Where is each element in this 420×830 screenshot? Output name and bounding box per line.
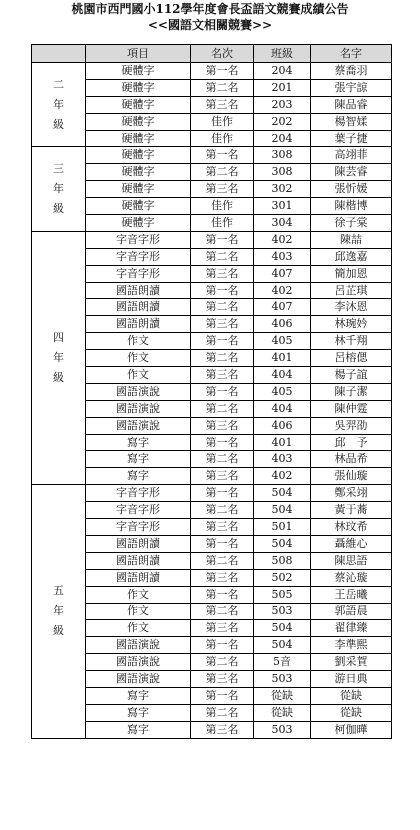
grade-label-char: 級: [53, 202, 64, 216]
table-row: [32, 687, 392, 704]
rank-cell: 佳作: [191, 215, 254, 232]
item-cell: 國語朗讀: [86, 552, 191, 569]
class-cell: 204: [254, 130, 311, 147]
results-announcement: [0, 2, 420, 830]
name-cell: 林千翔: [311, 333, 392, 350]
table-row: [32, 535, 392, 552]
name-cell: 林品希: [311, 451, 392, 468]
table-row: [32, 316, 392, 333]
item-cell: 寫字: [86, 687, 191, 704]
table-row: [32, 265, 392, 282]
rank-cell: 第一名: [191, 383, 254, 400]
rank-cell: 第二名: [191, 603, 254, 620]
table-row: [32, 485, 392, 502]
class-cell: 302: [254, 181, 311, 198]
item-cell: 作文: [86, 350, 191, 367]
table-row: [32, 603, 392, 620]
column-header-item: 項目: [86, 45, 191, 63]
name-cell: 李準熙: [311, 637, 392, 654]
class-cell: 403: [254, 451, 311, 468]
name-cell: 蔡喬羽: [311, 63, 392, 80]
rank-cell: 第二名: [191, 704, 254, 721]
rank-cell: 第二名: [191, 451, 254, 468]
rank-cell: 第三名: [191, 367, 254, 384]
class-cell: 407: [254, 265, 311, 282]
rank-cell: 第三名: [191, 721, 254, 738]
table-row: [32, 552, 392, 569]
class-cell: 503: [254, 671, 311, 688]
name-cell: 游日典: [311, 671, 392, 688]
results-table: [31, 44, 392, 739]
rank-cell: 第一名: [191, 535, 254, 552]
item-cell: 字音字形: [86, 502, 191, 519]
rank-cell: 第一名: [191, 687, 254, 704]
table-row: [32, 96, 392, 113]
class-cell: 406: [254, 417, 311, 434]
rank-cell: 第一名: [191, 333, 254, 350]
grade-label-char: 年: [53, 182, 64, 196]
class-cell: 501: [254, 519, 311, 536]
class-cell: 503: [254, 721, 311, 738]
table-row: [32, 299, 392, 316]
class-cell: 503: [254, 603, 311, 620]
class-cell: 502: [254, 569, 311, 586]
item-cell: 硬體字: [86, 79, 191, 96]
results-body: [32, 63, 392, 739]
item-cell: 作文: [86, 603, 191, 620]
class-cell: 301: [254, 198, 311, 215]
item-cell: 字音字形: [86, 265, 191, 282]
table-row: [32, 367, 392, 384]
item-cell: 寫字: [86, 721, 191, 738]
name-cell: 張仙璇: [311, 468, 392, 485]
item-cell: 寫字: [86, 468, 191, 485]
item-cell: 硬體字: [86, 198, 191, 215]
table-row: [32, 198, 392, 215]
table-row: [32, 282, 392, 299]
table-row: [32, 130, 392, 147]
rank-cell: 第三名: [191, 265, 254, 282]
page-title: 桃園市西門國小112學年度會長盃語文競賽成績公告: [71, 2, 349, 16]
item-cell: 國語朗讀: [86, 316, 191, 333]
grade-label: [32, 485, 86, 738]
name-cell: 葉子捷: [311, 130, 392, 147]
class-cell: 505: [254, 586, 311, 603]
item-cell: 字音字形: [86, 231, 191, 248]
class-cell: 402: [254, 468, 311, 485]
name-cell: 呂榕偲: [311, 350, 392, 367]
grade-label-char: 級: [53, 371, 64, 385]
table-row: [32, 721, 392, 738]
grade-label-char: 年: [53, 97, 64, 111]
rank-cell: 第三名: [191, 519, 254, 536]
class-cell: 405: [254, 383, 311, 400]
class-cell: 308: [254, 164, 311, 181]
grade-label-char: 級: [53, 117, 64, 131]
name-cell: 王岳曦: [311, 586, 392, 603]
table-row: [32, 451, 392, 468]
rank-cell: 第一名: [191, 637, 254, 654]
item-cell: 國語朗讀: [86, 535, 191, 552]
rank-cell: 第二名: [191, 299, 254, 316]
class-cell: 405: [254, 333, 311, 350]
name-cell: 李沐恩: [311, 299, 392, 316]
name-cell: 楊子誼: [311, 367, 392, 384]
class-cell: 504: [254, 502, 311, 519]
item-cell: 國語演說: [86, 671, 191, 688]
item-cell: 作文: [86, 367, 191, 384]
rank-cell: 第一名: [191, 63, 254, 80]
item-cell: 寫字: [86, 704, 191, 721]
column-header-rank: 名次: [191, 45, 254, 63]
grade-label-char: 年: [53, 604, 64, 618]
name-cell: 從缺: [311, 704, 392, 721]
name-cell: 陳子潔: [311, 383, 392, 400]
class-cell: 504: [254, 637, 311, 654]
class-cell: 406: [254, 316, 311, 333]
table-row: [32, 79, 392, 96]
class-cell: 202: [254, 113, 311, 130]
table-row: [32, 468, 392, 485]
class-cell: 404: [254, 400, 311, 417]
rank-cell: 第三名: [191, 316, 254, 333]
item-cell: 國語演說: [86, 417, 191, 434]
name-cell: 鄭采翊: [311, 485, 392, 502]
grade-label-char: 四: [53, 331, 64, 345]
table-row: [32, 519, 392, 536]
table-row: [32, 620, 392, 637]
table-row: [32, 113, 392, 130]
item-cell: 硬體字: [86, 164, 191, 181]
item-cell: 硬體字: [86, 130, 191, 147]
class-cell: 5音: [254, 654, 311, 671]
grade-label-char: 二: [53, 77, 64, 91]
item-cell: 硬體字: [86, 215, 191, 232]
rank-cell: 第一名: [191, 231, 254, 248]
item-cell: 硬體字: [86, 63, 191, 80]
rank-cell: 第二名: [191, 502, 254, 519]
name-cell: 簡加恩: [311, 265, 392, 282]
table-row: [32, 248, 392, 265]
class-cell: 308: [254, 147, 311, 164]
rank-cell: 第二名: [191, 248, 254, 265]
table-row: [32, 434, 392, 451]
name-cell: 聶維心: [311, 535, 392, 552]
table-header-row: [32, 45, 392, 63]
table-row: [32, 400, 392, 417]
column-header-class: 班級: [254, 45, 311, 63]
class-cell: 402: [254, 282, 311, 299]
rank-cell: 第三名: [191, 181, 254, 198]
rank-cell: 佳作: [191, 198, 254, 215]
item-cell: 字音字形: [86, 485, 191, 502]
rank-cell: 第二名: [191, 79, 254, 96]
table-row: [32, 704, 392, 721]
grade-label-char: 級: [53, 624, 64, 638]
table-row: [32, 417, 392, 434]
name-cell: 郭語晨: [311, 603, 392, 620]
item-cell: 作文: [86, 620, 191, 637]
class-cell: 201: [254, 79, 311, 96]
class-cell: 407: [254, 299, 311, 316]
name-cell: 翟律臻: [311, 620, 392, 637]
rank-cell: 第一名: [191, 282, 254, 299]
table-row: [32, 181, 392, 198]
name-cell: 林玟希: [311, 519, 392, 536]
grade-label: [32, 231, 86, 484]
table-row: [32, 671, 392, 688]
item-cell: 國語朗讀: [86, 282, 191, 299]
name-cell: 邱 予: [311, 434, 392, 451]
item-cell: 寫字: [86, 434, 191, 451]
name-cell: 從缺: [311, 687, 392, 704]
name-cell: 陳思語: [311, 552, 392, 569]
class-cell: 404: [254, 367, 311, 384]
name-cell: 陳芸睿: [311, 164, 392, 181]
table-row: [32, 569, 392, 586]
rank-cell: 第三名: [191, 417, 254, 434]
item-cell: 國語朗讀: [86, 299, 191, 316]
table-row: [32, 502, 392, 519]
page-subtitle: <<國語文相關競賽>>: [147, 18, 273, 32]
rank-cell: 第二名: [191, 164, 254, 181]
class-cell: 304: [254, 215, 311, 232]
rank-cell: 第二名: [191, 400, 254, 417]
name-cell: 張忻媛: [311, 181, 392, 198]
item-cell: 硬體字: [86, 181, 191, 198]
rank-cell: 第三名: [191, 620, 254, 637]
rank-cell: 第二名: [191, 654, 254, 671]
class-cell: 504: [254, 620, 311, 637]
name-cell: 林琬妗: [311, 316, 392, 333]
class-cell: 203: [254, 96, 311, 113]
name-cell: 高翊菲: [311, 147, 392, 164]
class-cell: 403: [254, 248, 311, 265]
grade-label: [32, 147, 86, 231]
name-cell: 呂芷琪: [311, 282, 392, 299]
class-cell: 508: [254, 552, 311, 569]
name-cell: 陳喆: [311, 231, 392, 248]
item-cell: 國語演說: [86, 637, 191, 654]
item-cell: 寫字: [86, 451, 191, 468]
item-cell: 國語朗讀: [86, 569, 191, 586]
table-row: [32, 147, 392, 164]
rank-cell: 第一名: [191, 586, 254, 603]
item-cell: 作文: [86, 333, 191, 350]
grade-label-char: 三: [53, 162, 64, 176]
rank-cell: 第一名: [191, 485, 254, 502]
name-cell: 黃于蕎: [311, 502, 392, 519]
table-row: [32, 63, 392, 80]
table-row: [32, 383, 392, 400]
table-row: [32, 654, 392, 671]
table-row: [32, 215, 392, 232]
rank-cell: 第三名: [191, 96, 254, 113]
name-cell: 徐子棠: [311, 215, 392, 232]
rank-cell: 第一名: [191, 147, 254, 164]
item-cell: 硬體字: [86, 147, 191, 164]
table-row: [32, 164, 392, 181]
class-cell: 504: [254, 535, 311, 552]
rank-cell: 佳作: [191, 113, 254, 130]
name-cell: 楊智媃: [311, 113, 392, 130]
name-cell: 陳楷博: [311, 198, 392, 215]
rank-cell: 第三名: [191, 569, 254, 586]
grade-label-char: 年: [53, 351, 64, 365]
column-header-grade: [32, 45, 86, 63]
item-cell: 作文: [86, 586, 191, 603]
item-cell: 國語演說: [86, 383, 191, 400]
item-cell: 國語演說: [86, 654, 191, 671]
name-cell: 邱逸嘉: [311, 248, 392, 265]
grade-label-char: 五: [53, 584, 64, 598]
rank-cell: 第一名: [191, 434, 254, 451]
table-row: [32, 231, 392, 248]
name-cell: 吳羿劭: [311, 417, 392, 434]
rank-cell: 佳作: [191, 130, 254, 147]
rank-cell: 第二名: [191, 552, 254, 569]
rank-cell: 第三名: [191, 671, 254, 688]
item-cell: 硬體字: [86, 113, 191, 130]
name-cell: 劉采賀: [311, 654, 392, 671]
table-row: [32, 586, 392, 603]
class-cell: 504: [254, 485, 311, 502]
name-cell: 柯伽曄: [311, 721, 392, 738]
column-header-name: 名字: [311, 45, 392, 63]
grade-label: [32, 63, 86, 147]
name-cell: 張宇諒: [311, 79, 392, 96]
rank-cell: 第三名: [191, 468, 254, 485]
item-cell: 字音字形: [86, 248, 191, 265]
table-row: [32, 333, 392, 350]
class-cell: 401: [254, 434, 311, 451]
class-cell: 204: [254, 63, 311, 80]
table-row: [32, 637, 392, 654]
rank-cell: 第二名: [191, 350, 254, 367]
class-cell: 從缺: [254, 687, 311, 704]
item-cell: 字音字形: [86, 519, 191, 536]
name-cell: 陳品睿: [311, 96, 392, 113]
class-cell: 從缺: [254, 704, 311, 721]
name-cell: 蔡沁璇: [311, 569, 392, 586]
class-cell: 401: [254, 350, 311, 367]
item-cell: 硬體字: [86, 96, 191, 113]
item-cell: 國語演說: [86, 400, 191, 417]
class-cell: 402: [254, 231, 311, 248]
table-row: [32, 350, 392, 367]
name-cell: 陳仲霆: [311, 400, 392, 417]
